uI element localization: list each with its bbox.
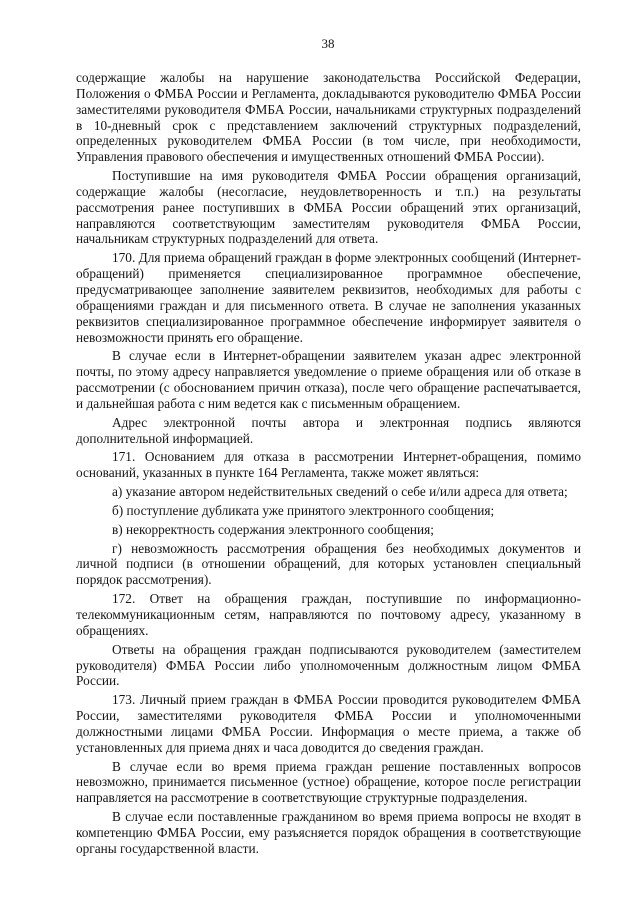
- paragraph: содержащие жалобы на нарушение законодательства Российской Федерации, Положения о ФМБА России и Регламента, докладываются руководителю ФМБА России заместителями руководителя ФМБА России, начальниками структурных подразделений в 10-дневный срок с представлением заключений структурных подразделений, определенных руководителем ФМБА России (в том числе, при необходимости, Управления правового обеспечения и имущественных отношений ФМБА России).: [76, 70, 581, 165]
- paragraph: 171. Основанием для отказа в рассмотрении Интернет-обращения, помимо оснований, указанных в пункте 164 Регламента, также может являться:: [76, 449, 581, 481]
- paragraph: В случае если поставленные гражданином во время приема вопросы не входят в компетенцию ФМБА России, ему разъясняется порядок обращения в соответствующие органы государственной власти.: [76, 809, 581, 856]
- paragraph: 172. Ответ на обращения граждан, поступившие по информационно-телекоммуникационным сетям, направляются по почтовому адресу, указанному в обращениях.: [76, 591, 581, 638]
- paragraph: Адрес электронной почты автора и электронная подпись являются дополнительной информацией.: [76, 414, 581, 446]
- paragraph: В случае если во время приема граждан решение поставленных вопросов невозможно, принимается письменное (устное) обращение, которое после регистрации направляется на рассмотрение в соответствующие структурные подразделения.: [76, 758, 581, 806]
- document-body: [76, 70, 581, 860]
- paragraph: Ответы на обращения граждан подписываются руководителем (заместителем руководителя) ФМБА России либо уполномоченным должностным лицом ФМБА России.: [76, 641, 581, 689]
- paragraph: Поступившие на имя руководителя ФМБА России обращения организаций, содержащие жалобы (несогласие, неудовлетворенность и т.п.) на результаты рассмотрения ранее поступивших в ФМБА России обращений этих организаций, направляются соответствующим заместителям руководителя ФМБА России, начальникам структурных подразделений для ответа.: [76, 168, 581, 247]
- list-item: в) некорректность содержания электронного сообщения;: [112, 521, 434, 537]
- paragraph: 173. Личный прием граждан в ФМБА России проводится руководителем ФМБА России, заместителями руководителя ФМБА России и уполномоченными должностными лицами ФМБА России. Информация о месте приема, а также об установленных для приема днях и часа доводится до сведения граждан.: [76, 692, 581, 755]
- paragraph: 170. Для приема обращений граждан в форме электронных сообщений (Интернет-обращений) применяется специализированное программное обеспечение, предусматривающее заполнение заявителем реквизитов, необходимых для работы с обращениями граждан и для письменного ответа. В случае не заполнения указанных реквизитов специализированное программное обеспечение информирует заявителя о невозможности принять его обращение.: [76, 250, 581, 345]
- list-item: б) поступление дубликата уже принятого электронного сообщения;: [112, 502, 495, 518]
- list-item: г) невозможность рассмотрения обращения без необходимых документов и личной подписи (в отношении обращений, для которых установлен специальный порядок рассмотрения).: [76, 540, 581, 588]
- list-item: а) указание автором недействительных сведений о себе и/или адреса для ответа;: [112, 484, 568, 500]
- paragraph: В случае если в Интернет-обращении заявителем указан адрес электронной почты, по этому адресу направляется уведомление о приеме обращения или об отказе в рассмотрении (с обоснованием причин отказа), после чего обращение распечатывается, и дальнейшая работа с ним ведется как с письменным обращением.: [76, 348, 581, 411]
- page-number: 38: [321, 36, 335, 51]
